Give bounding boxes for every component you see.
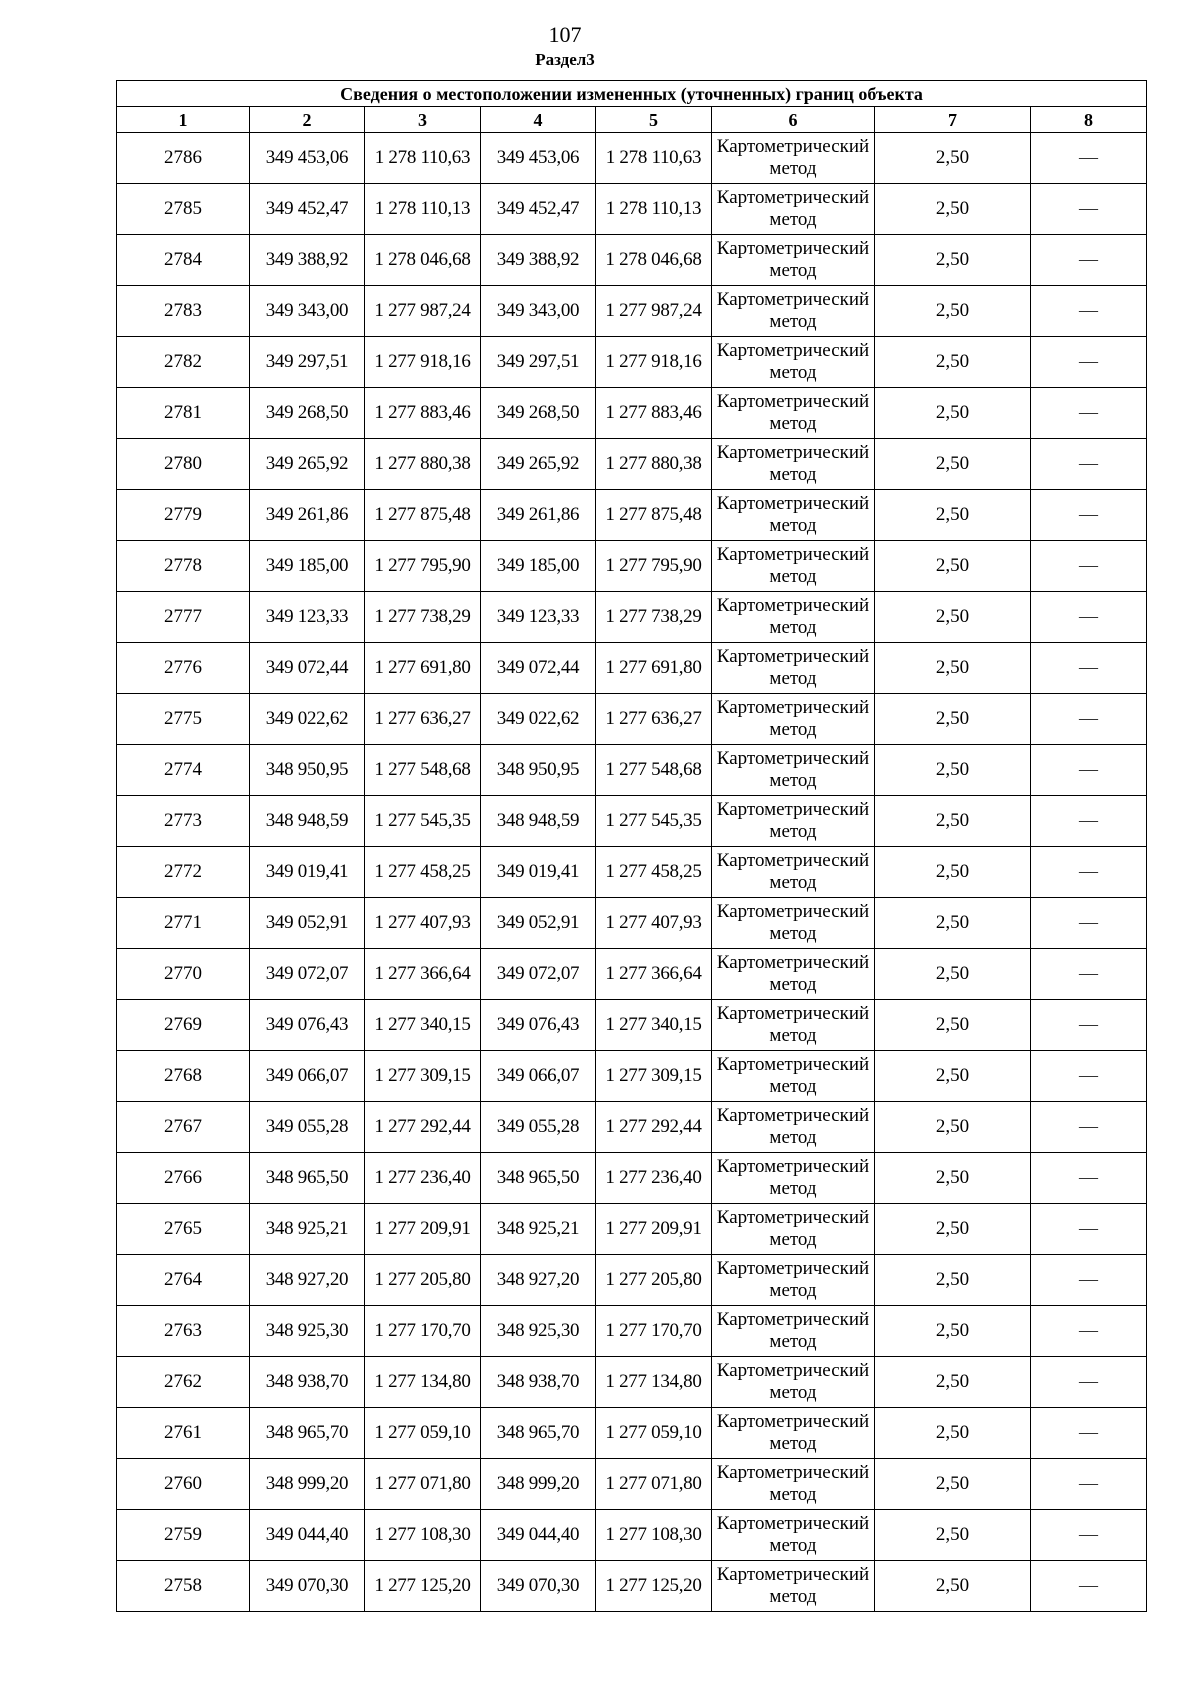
point-number-cell: 2759 xyxy=(117,1510,250,1561)
point-description-cell: — xyxy=(1031,898,1147,949)
y-new-cell: 1 277 292,44 xyxy=(596,1102,712,1153)
column-number: 5 xyxy=(596,107,712,133)
point-description-cell: — xyxy=(1031,1357,1147,1408)
y-old-cell: 1 277 340,15 xyxy=(365,1000,481,1051)
precision-cell: 2,50 xyxy=(875,1204,1031,1255)
table-row xyxy=(117,439,1147,490)
point-description-cell: — xyxy=(1031,694,1147,745)
x-old-cell: 348 948,59 xyxy=(250,796,365,847)
table-row xyxy=(117,541,1147,592)
x-old-cell: 348 925,21 xyxy=(250,1204,365,1255)
x-new-cell: 349 123,33 xyxy=(481,592,596,643)
method-cell: Картометрический метод xyxy=(712,1510,875,1561)
y-new-cell: 1 277 205,80 xyxy=(596,1255,712,1306)
precision-cell: 2,50 xyxy=(875,847,1031,898)
precision-cell: 2,50 xyxy=(875,796,1031,847)
x-old-cell: 349 070,30 xyxy=(250,1561,365,1612)
table-row xyxy=(117,388,1147,439)
y-new-cell: 1 277 883,46 xyxy=(596,388,712,439)
table-body xyxy=(117,133,1147,1612)
page-number: 107 xyxy=(548,22,582,47)
boundary-coordinates-table xyxy=(116,80,1147,1612)
x-old-cell: 349 066,07 xyxy=(250,1051,365,1102)
point-description-cell: — xyxy=(1031,1051,1147,1102)
x-old-cell: 349 185,00 xyxy=(250,541,365,592)
y-old-cell: 1 277 059,10 xyxy=(365,1408,481,1459)
table-row xyxy=(117,1255,1147,1306)
precision-cell: 2,50 xyxy=(875,643,1031,694)
x-old-cell: 349 052,91 xyxy=(250,898,365,949)
y-new-cell: 1 277 880,38 xyxy=(596,439,712,490)
y-new-cell: 1 278 110,13 xyxy=(596,184,712,235)
table-row xyxy=(117,490,1147,541)
x-old-cell: 349 055,28 xyxy=(250,1102,365,1153)
y-old-cell: 1 277 883,46 xyxy=(365,388,481,439)
precision-cell: 2,50 xyxy=(875,1255,1031,1306)
x-new-cell: 348 938,70 xyxy=(481,1357,596,1408)
precision-cell: 2,50 xyxy=(875,286,1031,337)
y-new-cell: 1 277 125,20 xyxy=(596,1561,712,1612)
precision-cell: 2,50 xyxy=(875,745,1031,796)
column-number: 2 xyxy=(250,107,365,133)
precision-cell: 2,50 xyxy=(875,694,1031,745)
point-number-cell: 2769 xyxy=(117,1000,250,1051)
x-old-cell: 348 965,50 xyxy=(250,1153,365,1204)
precision-cell: 2,50 xyxy=(875,337,1031,388)
precision-cell: 2,50 xyxy=(875,541,1031,592)
x-old-cell: 349 072,07 xyxy=(250,949,365,1000)
point-number-cell: 2765 xyxy=(117,1204,250,1255)
method-cell: Картометрический метод xyxy=(712,337,875,388)
point-description-cell: — xyxy=(1031,847,1147,898)
table-row xyxy=(117,1000,1147,1051)
y-new-cell: 1 277 458,25 xyxy=(596,847,712,898)
x-old-cell: 349 388,92 xyxy=(250,235,365,286)
y-old-cell: 1 277 875,48 xyxy=(365,490,481,541)
precision-cell: 2,50 xyxy=(875,1306,1031,1357)
point-number-cell: 2767 xyxy=(117,1102,250,1153)
precision-cell: 2,50 xyxy=(875,592,1031,643)
precision-cell: 2,50 xyxy=(875,1051,1031,1102)
method-cell: Картометрический метод xyxy=(712,1255,875,1306)
precision-cell: 2,50 xyxy=(875,1510,1031,1561)
method-cell: Картометрический метод xyxy=(712,541,875,592)
y-new-cell: 1 277 987,24 xyxy=(596,286,712,337)
x-new-cell: 349 388,92 xyxy=(481,235,596,286)
point-description-cell: — xyxy=(1031,337,1147,388)
y-old-cell: 1 278 110,13 xyxy=(365,184,481,235)
y-new-cell: 1 277 059,10 xyxy=(596,1408,712,1459)
point-description-cell: — xyxy=(1031,949,1147,1000)
y-new-cell: 1 277 875,48 xyxy=(596,490,712,541)
x-old-cell: 349 268,50 xyxy=(250,388,365,439)
precision-cell: 2,50 xyxy=(875,235,1031,286)
method-cell: Картометрический метод xyxy=(712,1000,875,1051)
point-number-cell: 2761 xyxy=(117,1408,250,1459)
point-description-cell: — xyxy=(1031,388,1147,439)
method-cell: Картометрический метод xyxy=(712,1408,875,1459)
method-cell: Картометрический метод xyxy=(712,1459,875,1510)
x-old-cell: 348 925,30 xyxy=(250,1306,365,1357)
point-number-cell: 2776 xyxy=(117,643,250,694)
table-row xyxy=(117,949,1147,1000)
x-old-cell: 348 938,70 xyxy=(250,1357,365,1408)
x-new-cell: 348 965,70 xyxy=(481,1408,596,1459)
precision-cell: 2,50 xyxy=(875,439,1031,490)
point-number-cell: 2781 xyxy=(117,388,250,439)
point-description-cell: — xyxy=(1031,1000,1147,1051)
x-old-cell: 349 453,06 xyxy=(250,133,365,184)
y-old-cell: 1 277 795,90 xyxy=(365,541,481,592)
table-row xyxy=(117,1306,1147,1357)
table-row xyxy=(117,694,1147,745)
y-old-cell: 1 277 918,16 xyxy=(365,337,481,388)
x-new-cell: 349 055,28 xyxy=(481,1102,596,1153)
point-number-cell: 2758 xyxy=(117,1561,250,1612)
x-new-cell: 349 452,47 xyxy=(481,184,596,235)
point-number-cell: 2777 xyxy=(117,592,250,643)
point-number-cell: 2773 xyxy=(117,796,250,847)
x-new-cell: 349 066,07 xyxy=(481,1051,596,1102)
point-description-cell: — xyxy=(1031,1204,1147,1255)
y-old-cell: 1 277 309,15 xyxy=(365,1051,481,1102)
method-cell: Картометрический метод xyxy=(712,745,875,796)
method-cell: Картометрический метод xyxy=(712,1051,875,1102)
table-row xyxy=(117,592,1147,643)
method-cell: Картометрический метод xyxy=(712,643,875,694)
y-old-cell: 1 277 236,40 xyxy=(365,1153,481,1204)
method-cell: Картометрический метод xyxy=(712,133,875,184)
point-number-cell: 2772 xyxy=(117,847,250,898)
point-number-cell: 2784 xyxy=(117,235,250,286)
section-title: Раздел3 xyxy=(535,50,595,69)
x-old-cell: 348 950,95 xyxy=(250,745,365,796)
point-number-cell: 2770 xyxy=(117,949,250,1000)
x-old-cell: 349 019,41 xyxy=(250,847,365,898)
column-number: 3 xyxy=(365,107,481,133)
table-row xyxy=(117,1510,1147,1561)
y-old-cell: 1 277 292,44 xyxy=(365,1102,481,1153)
y-old-cell: 1 277 880,38 xyxy=(365,439,481,490)
y-new-cell: 1 277 170,70 xyxy=(596,1306,712,1357)
y-old-cell: 1 277 987,24 xyxy=(365,286,481,337)
table-row xyxy=(117,235,1147,286)
method-cell: Картометрический метод xyxy=(712,184,875,235)
method-cell: Картометрический метод xyxy=(712,1204,875,1255)
precision-cell: 2,50 xyxy=(875,949,1031,1000)
point-description-cell: — xyxy=(1031,235,1147,286)
point-description-cell: — xyxy=(1031,490,1147,541)
method-cell: Картометрический метод xyxy=(712,286,875,337)
precision-cell: 2,50 xyxy=(875,1561,1031,1612)
point-description-cell: — xyxy=(1031,643,1147,694)
point-description-cell: — xyxy=(1031,592,1147,643)
x-old-cell: 349 022,62 xyxy=(250,694,365,745)
precision-cell: 2,50 xyxy=(875,1153,1031,1204)
method-cell: Картометрический метод xyxy=(712,1561,875,1612)
table-row xyxy=(117,847,1147,898)
y-old-cell: 1 277 407,93 xyxy=(365,898,481,949)
method-cell: Картометрический метод xyxy=(712,439,875,490)
point-description-cell: — xyxy=(1031,745,1147,796)
method-cell: Картометрический метод xyxy=(712,1357,875,1408)
x-new-cell: 348 927,20 xyxy=(481,1255,596,1306)
method-cell: Картометрический метод xyxy=(712,1153,875,1204)
method-cell: Картометрический метод xyxy=(712,898,875,949)
point-description-cell: — xyxy=(1031,1306,1147,1357)
y-new-cell: 1 277 309,15 xyxy=(596,1051,712,1102)
point-number-cell: 2780 xyxy=(117,439,250,490)
table-row xyxy=(117,133,1147,184)
x-new-cell: 348 925,30 xyxy=(481,1306,596,1357)
table-row xyxy=(117,1102,1147,1153)
column-number: 1 xyxy=(117,107,250,133)
y-new-cell: 1 277 738,29 xyxy=(596,592,712,643)
y-new-cell: 1 277 407,93 xyxy=(596,898,712,949)
y-new-cell: 1 278 110,63 xyxy=(596,133,712,184)
method-cell: Картометрический метод xyxy=(712,694,875,745)
table-row xyxy=(117,745,1147,796)
x-new-cell: 348 965,50 xyxy=(481,1153,596,1204)
y-old-cell: 1 277 170,70 xyxy=(365,1306,481,1357)
point-number-cell: 2779 xyxy=(117,490,250,541)
x-new-cell: 349 044,40 xyxy=(481,1510,596,1561)
point-number-cell: 2786 xyxy=(117,133,250,184)
point-number-cell: 2771 xyxy=(117,898,250,949)
precision-cell: 2,50 xyxy=(875,184,1031,235)
x-new-cell: 349 185,00 xyxy=(481,541,596,592)
precision-cell: 2,50 xyxy=(875,490,1031,541)
column-number: 4 xyxy=(481,107,596,133)
x-old-cell: 349 452,47 xyxy=(250,184,365,235)
table-row xyxy=(117,1408,1147,1459)
x-old-cell: 349 297,51 xyxy=(250,337,365,388)
y-old-cell: 1 277 691,80 xyxy=(365,643,481,694)
y-old-cell: 1 277 209,91 xyxy=(365,1204,481,1255)
table-row xyxy=(117,184,1147,235)
x-old-cell: 349 261,86 xyxy=(250,490,365,541)
point-description-cell: — xyxy=(1031,439,1147,490)
point-number-cell: 2762 xyxy=(117,1357,250,1408)
column-number: 8 xyxy=(1031,107,1147,133)
x-old-cell: 348 999,20 xyxy=(250,1459,365,1510)
table-row xyxy=(117,1204,1147,1255)
method-cell: Картометрический метод xyxy=(712,490,875,541)
x-old-cell: 349 343,00 xyxy=(250,286,365,337)
y-new-cell: 1 277 795,90 xyxy=(596,541,712,592)
point-description-cell: — xyxy=(1031,184,1147,235)
point-number-cell: 2764 xyxy=(117,1255,250,1306)
y-old-cell: 1 277 071,80 xyxy=(365,1459,481,1510)
point-description-cell: — xyxy=(1031,1408,1147,1459)
method-cell: Картометрический метод xyxy=(712,1102,875,1153)
point-description-cell: — xyxy=(1031,1561,1147,1612)
y-new-cell: 1 277 071,80 xyxy=(596,1459,712,1510)
y-new-cell: 1 277 236,40 xyxy=(596,1153,712,1204)
y-old-cell: 1 277 205,80 xyxy=(365,1255,481,1306)
y-old-cell: 1 277 366,64 xyxy=(365,949,481,1000)
point-number-cell: 2766 xyxy=(117,1153,250,1204)
x-new-cell: 348 948,59 xyxy=(481,796,596,847)
x-old-cell: 348 965,70 xyxy=(250,1408,365,1459)
y-new-cell: 1 278 046,68 xyxy=(596,235,712,286)
point-number-cell: 2785 xyxy=(117,184,250,235)
x-old-cell: 349 076,43 xyxy=(250,1000,365,1051)
x-old-cell: 349 265,92 xyxy=(250,439,365,490)
x-new-cell: 348 999,20 xyxy=(481,1459,596,1510)
x-new-cell: 349 070,30 xyxy=(481,1561,596,1612)
method-cell: Картометрический метод xyxy=(712,235,875,286)
y-new-cell: 1 277 545,35 xyxy=(596,796,712,847)
point-number-cell: 2783 xyxy=(117,286,250,337)
x-new-cell: 349 072,07 xyxy=(481,949,596,1000)
point-number-cell: 2775 xyxy=(117,694,250,745)
table-caption: Сведения о местоположении измененных (уточненных) границ объекта xyxy=(117,81,1147,107)
point-number-cell: 2782 xyxy=(117,337,250,388)
x-new-cell: 349 265,92 xyxy=(481,439,596,490)
y-old-cell: 1 277 134,80 xyxy=(365,1357,481,1408)
x-old-cell: 348 927,20 xyxy=(250,1255,365,1306)
x-old-cell: 349 123,33 xyxy=(250,592,365,643)
point-description-cell: — xyxy=(1031,1510,1147,1561)
x-new-cell: 349 022,62 xyxy=(481,694,596,745)
y-new-cell: 1 277 209,91 xyxy=(596,1204,712,1255)
point-description-cell: — xyxy=(1031,1153,1147,1204)
precision-cell: 2,50 xyxy=(875,133,1031,184)
point-description-cell: — xyxy=(1031,1255,1147,1306)
point-number-cell: 2763 xyxy=(117,1306,250,1357)
x-new-cell: 348 950,95 xyxy=(481,745,596,796)
point-number-cell: 2760 xyxy=(117,1459,250,1510)
y-old-cell: 1 277 636,27 xyxy=(365,694,481,745)
table-row xyxy=(117,1051,1147,1102)
method-cell: Картометрический метод xyxy=(712,592,875,643)
y-new-cell: 1 277 548,68 xyxy=(596,745,712,796)
precision-cell: 2,50 xyxy=(875,1000,1031,1051)
y-new-cell: 1 277 636,27 xyxy=(596,694,712,745)
x-new-cell: 349 268,50 xyxy=(481,388,596,439)
point-number-cell: 2774 xyxy=(117,745,250,796)
method-cell: Картометрический метод xyxy=(712,1306,875,1357)
point-description-cell: — xyxy=(1031,133,1147,184)
x-new-cell: 349 072,44 xyxy=(481,643,596,694)
x-new-cell: 349 453,06 xyxy=(481,133,596,184)
precision-cell: 2,50 xyxy=(875,388,1031,439)
y-old-cell: 1 277 108,30 xyxy=(365,1510,481,1561)
precision-cell: 2,50 xyxy=(875,1102,1031,1153)
precision-cell: 2,50 xyxy=(875,1459,1031,1510)
column-number: 7 xyxy=(875,107,1031,133)
table-row xyxy=(117,1153,1147,1204)
precision-cell: 2,50 xyxy=(875,1357,1031,1408)
precision-cell: 2,50 xyxy=(875,1408,1031,1459)
y-new-cell: 1 277 366,64 xyxy=(596,949,712,1000)
y-new-cell: 1 277 691,80 xyxy=(596,643,712,694)
table-row xyxy=(117,643,1147,694)
y-old-cell: 1 277 125,20 xyxy=(365,1561,481,1612)
x-new-cell: 349 261,86 xyxy=(481,490,596,541)
x-new-cell: 349 052,91 xyxy=(481,898,596,949)
method-cell: Картометрический метод xyxy=(712,388,875,439)
point-description-cell: — xyxy=(1031,796,1147,847)
x-old-cell: 349 072,44 xyxy=(250,643,365,694)
point-description-cell: — xyxy=(1031,541,1147,592)
method-cell: Картометрический метод xyxy=(712,796,875,847)
table-row xyxy=(117,796,1147,847)
precision-cell: 2,50 xyxy=(875,898,1031,949)
point-description-cell: — xyxy=(1031,1102,1147,1153)
table-row xyxy=(117,1357,1147,1408)
y-new-cell: 1 277 108,30 xyxy=(596,1510,712,1561)
column-number: 6 xyxy=(712,107,875,133)
table-row xyxy=(117,1561,1147,1612)
point-number-cell: 2778 xyxy=(117,541,250,592)
y-old-cell: 1 278 046,68 xyxy=(365,235,481,286)
point-number-cell: 2768 xyxy=(117,1051,250,1102)
y-old-cell: 1 277 458,25 xyxy=(365,847,481,898)
y-new-cell: 1 277 340,15 xyxy=(596,1000,712,1051)
y-old-cell: 1 278 110,63 xyxy=(365,133,481,184)
point-description-cell: — xyxy=(1031,286,1147,337)
table-row xyxy=(117,1459,1147,1510)
y-old-cell: 1 277 545,35 xyxy=(365,796,481,847)
y-new-cell: 1 277 918,16 xyxy=(596,337,712,388)
point-description-cell: — xyxy=(1031,1459,1147,1510)
x-old-cell: 349 044,40 xyxy=(250,1510,365,1561)
x-new-cell: 349 019,41 xyxy=(481,847,596,898)
method-cell: Картометрический метод xyxy=(712,949,875,1000)
x-new-cell: 349 076,43 xyxy=(481,1000,596,1051)
x-new-cell: 349 343,00 xyxy=(481,286,596,337)
method-cell: Картометрический метод xyxy=(712,847,875,898)
x-new-cell: 348 925,21 xyxy=(481,1204,596,1255)
table-row xyxy=(117,898,1147,949)
y-old-cell: 1 277 548,68 xyxy=(365,745,481,796)
y-new-cell: 1 277 134,80 xyxy=(596,1357,712,1408)
table-row xyxy=(117,286,1147,337)
y-old-cell: 1 277 738,29 xyxy=(365,592,481,643)
x-new-cell: 349 297,51 xyxy=(481,337,596,388)
table-row xyxy=(117,337,1147,388)
